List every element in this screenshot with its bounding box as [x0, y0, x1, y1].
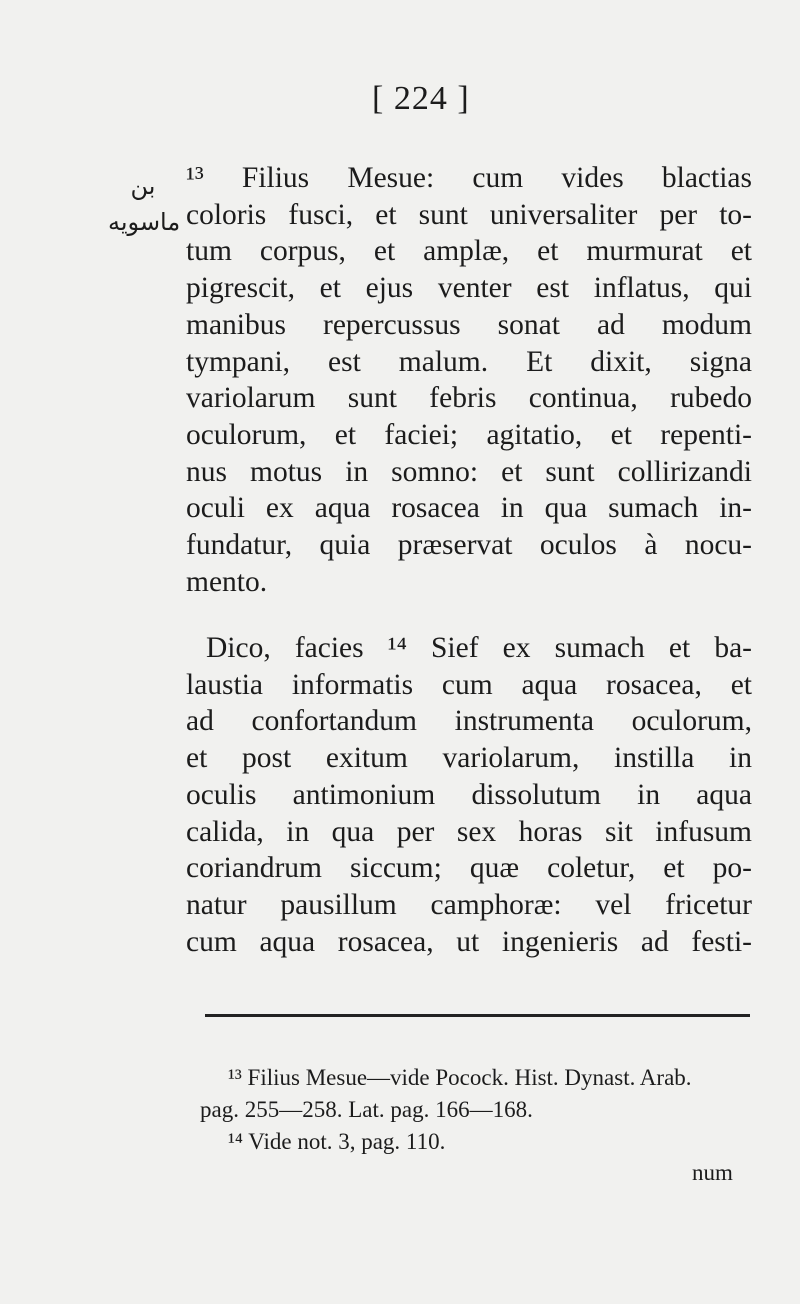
text-line: variolarum sunt febris continua, rubedo — [186, 382, 752, 415]
text-line: fundatur, quia præservat oculos à nocu- — [186, 529, 752, 562]
text-line: natur pausillum camphoræ: vel fricetur — [186, 888, 752, 921]
catchword: num — [692, 1160, 733, 1185]
text-line: coriandrum siccum; quæ coletur, et po- — [186, 852, 752, 885]
text-line: pigrescit, et ejus venter est inflatus, qui — [186, 272, 752, 305]
text-line: ad confortandum instrumenta oculorum, — [186, 705, 752, 738]
text-line: tympani, est malum. Et dixit, signa — [186, 345, 752, 378]
footnotes — [200, 1062, 760, 1158]
paragraph-1 — [186, 160, 752, 600]
footnote-line: ¹⁴ Vide not. 3, pag. 110. — [228, 1129, 446, 1154]
text-line: et post exitum variolarum, instilla in — [186, 742, 752, 775]
text-line: nus motus in somno: et sunt collirizandi — [186, 455, 752, 488]
text-line: calida, in qua per sex horas sit infusum — [186, 815, 752, 848]
paragraph-2 — [186, 630, 752, 960]
text-line: oculorum, et faciei; agitatio, et repenti- — [186, 418, 752, 451]
text-line: oculi ex aqua rosacea in qua sumach in- — [186, 492, 752, 525]
text-line: mento. — [186, 565, 268, 598]
text-line: manibus repercussus sonat ad modum — [186, 308, 752, 341]
text-line: laustia informatis cum aqua rosacea, et — [186, 668, 752, 701]
text-line: tum corpus, et amplæ, et murmurat et — [186, 235, 752, 268]
footnote-line: pag. 255—258. Lat. pag. 166—168. — [200, 1097, 533, 1122]
margin-note-line: ماسويه — [108, 208, 181, 236]
margin-note — [108, 168, 181, 240]
text-line: coloris fusci, et sunt universaliter per to- — [186, 198, 752, 231]
page-number: [ 224 ] — [372, 80, 470, 117]
text-line: oculis antimonium dissolutum in aqua — [186, 778, 752, 811]
margin-note-line: بن — [130, 172, 156, 200]
footnote-line: ¹³ Filius Mesue—vide Pocock. Hist. Dynast. Arab. — [228, 1065, 692, 1090]
footnote-rule — [205, 1014, 750, 1017]
text-line: Dico, facies ¹⁴ Sief ex sumach et ba- — [206, 632, 752, 664]
text-line: ¹³ Filius Mesue: cum vides blactias — [186, 162, 752, 194]
text-line: cum aqua rosacea, ut ingenieris ad festi- — [186, 925, 752, 958]
